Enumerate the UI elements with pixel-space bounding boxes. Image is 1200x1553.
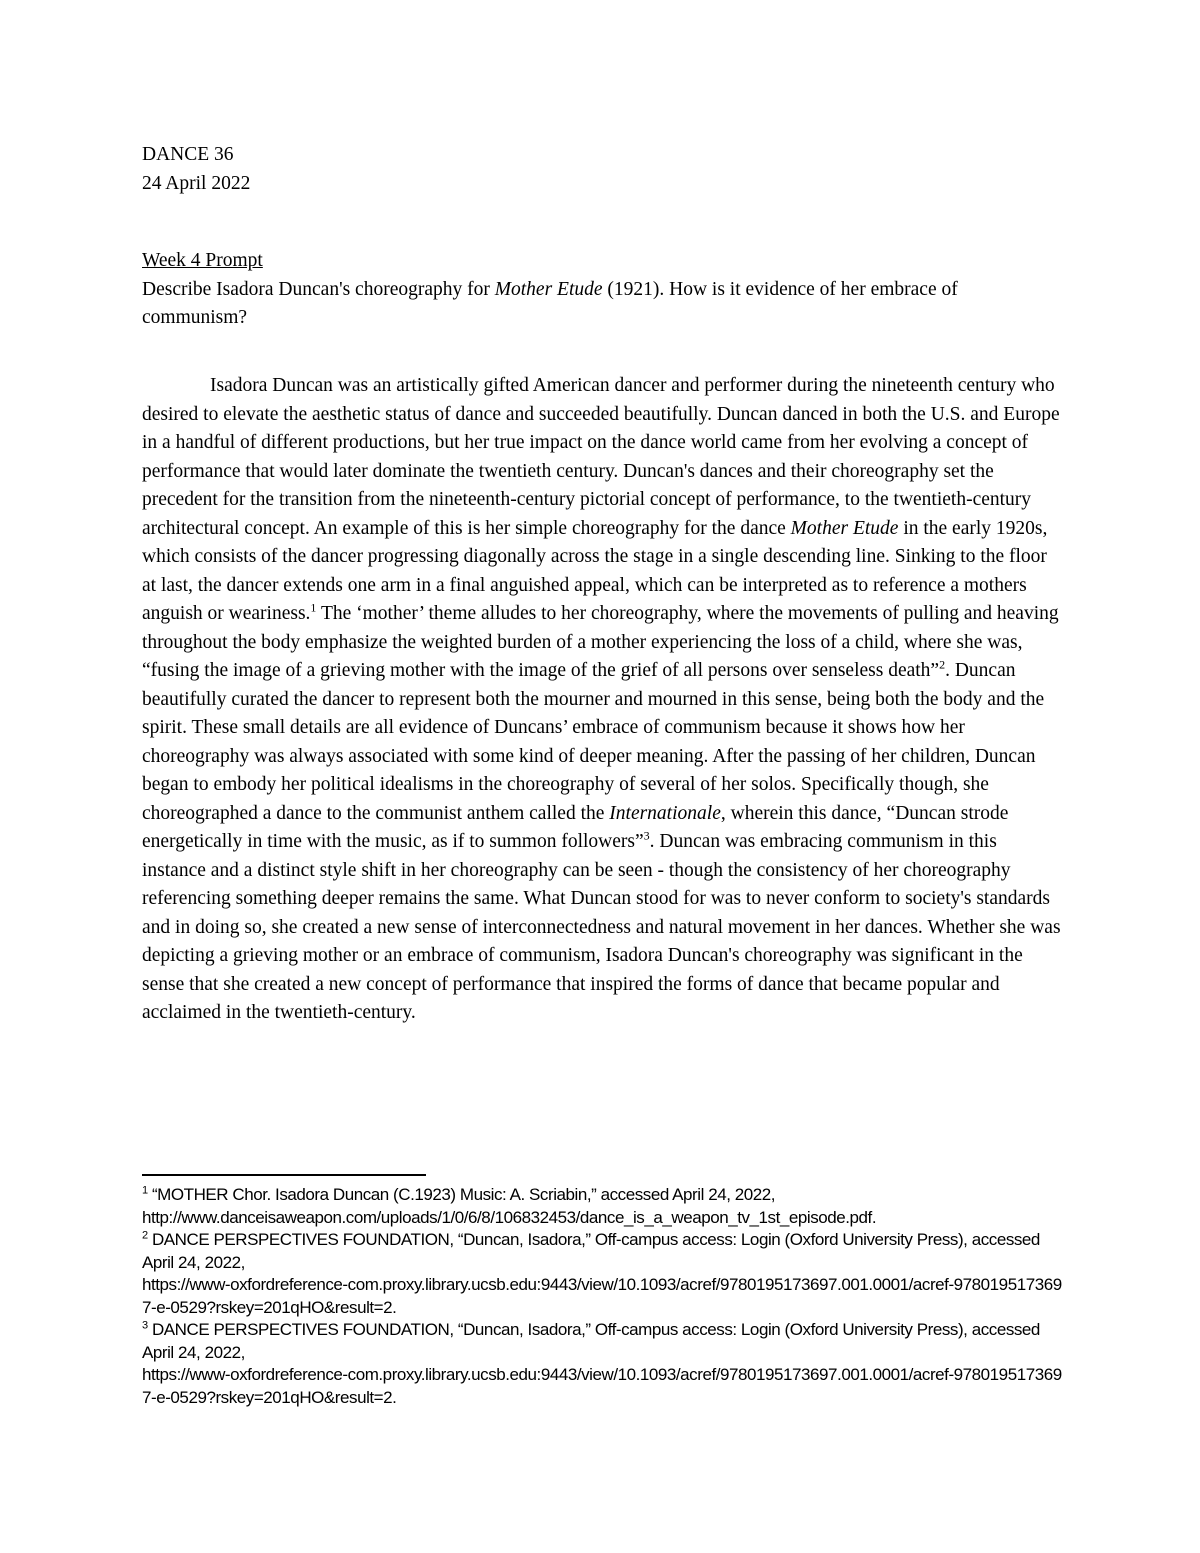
prompt-title: Week 4 Prompt [142,250,263,271]
prompt-question-text: Describe Isadora Duncan's choreography for [142,278,495,300]
essay-text-3: The ‘mother’ theme alludes to her choreography, where the movements of pulling and heaving throughout the body emphasize the weighted burden of a mother experiencing the loss of a child, where she was, “fusing the image of a grieving mother with the image of the grief of all persons over senseless death” [142,603,1059,681]
prompt-question-text-end: (1921). How is it evidence of her embrace of communism? [142,278,958,328]
essay-text-4: . Duncan beautifully curated the dancer to represent both the mourner and mourned in this sense, being both the body and the spirit. These small details are all evidence of Duncans’ embrace of communism because it shows how her choreography was always associated with some kind of deeper meaning. After the passing of her children, Duncan began to embody her political idealisms in the choreography of several of her solos. Specifically though, she choreographed a dance to the communist anthem called the [142,660,1045,824]
footnote-mark: 3 [142,1319,148,1332]
footnotes-section [142,1184,1062,1409]
essay-text-6: . Duncan was embracing communism in this instance and a distinct style shift in her choreography can be seen - though the consistency of her choreography referencing something deeper remains the same. What Duncan stood for was to never conform to society's standards and in doing so, she created a new sense of interconnectedness and natural movement in her dances. Whether she was depicting a grieving mother or an embrace of communism, Isadora Duncan's choreography was significant in the sense that she created a new concept of performance that inspired the forms of dance that became popular and acclaimed in the twentieth-century. [142,831,1061,1023]
footnote-url-link[interactable]: https://www-oxfordreference-com.proxy.library.ucsb.edu:9443/view/10.1093/acref/9780195173697.001.0001/acref-9780195173697-e-0529?rskey=201qHO&result=2. [142,1275,1062,1317]
essay-text-1: Isadora Duncan was an artistically gifted American dancer and performer during the nineteenth century who desired to elevate the aesthetic status of dance and succeeded beautifully. Duncan danced in both the U.S. and Europe in a handful of different productions, but her true impact on the dance world came from her evolving a concept of performance that would later dominate the twentieth century. Duncan's dances and their choreography set the precedent for the transition from the nineteenth-century pictorial concept of performance, to the twentieth-century architectural concept. An example of this is her simple choreography for the dance [142,375,1060,539]
essay-text-2: in the early 1920s, which consists of the dancer progressing diagonally across the stage in a single descending line. Sinking to the floor at last, the dancer extends one arm in a final anguished appeal, which can be interpreted as to reference a mothers anguish or weariness. [142,517,1048,624]
document-header [142,141,250,198]
essay-paragraph [142,372,1062,1028]
footnote-citation: DANCE PERSPECTIVES FOUNDATION, “Duncan, Isadora,” Off-campus access: Login (Oxford University Press), accessed April 24, 2022, [142,1230,1040,1272]
footnote-3 [142,1319,1062,1409]
footnote-2 [142,1229,1062,1319]
course-name: DANCE 36 [142,144,234,165]
footnote-url-link[interactable]: http://www.danceisaweapon.com/uploads/1/0/6/8/106832453/dance_is_a_weapon_tv_1st_episode.pdf. [142,1207,877,1227]
footnote-ref-2[interactable]: 2 [939,657,946,672]
footnote-1 [142,1184,1062,1229]
footnote-ref-1[interactable]: 1 [310,600,317,615]
footnote-url-link[interactable]: https://www-oxfordreference-com.proxy.library.ucsb.edu:9443/view/10.1093/acref/9780195173697.001.0001/acref-9780195173697-e-0529?rskey=201qHO&result=2. [142,1365,1062,1407]
footnote-mark: 1 [142,1184,148,1197]
footnote-ref-3[interactable]: 3 [643,828,650,843]
essay-work-title-2: Internationale [609,802,721,824]
prompt-question [142,276,1062,333]
prompt-work-title: Mother Etude [494,278,603,300]
essay-text-5: , wherein this dance, “Duncan strode energetically in time with the music, as if to summon followers” [142,802,1009,852]
prompt-section [142,247,1062,333]
footnote-separator [142,1174,426,1176]
document-date: 24 April 2022 [142,172,251,194]
footnote-citation: DANCE PERSPECTIVES FOUNDATION, “Duncan, Isadora,” Off-campus access: Login (Oxford University Press), accessed April 24, 2022, [142,1320,1040,1362]
footnote-citation: “MOTHER Chor. Isadora Duncan (C.1923) Music: A. Scriabin,” accessed April 24, 2022, [147,1185,776,1204]
essay-work-title-1: Mother Etude [790,517,899,539]
footnote-mark: 2 [142,1229,148,1242]
